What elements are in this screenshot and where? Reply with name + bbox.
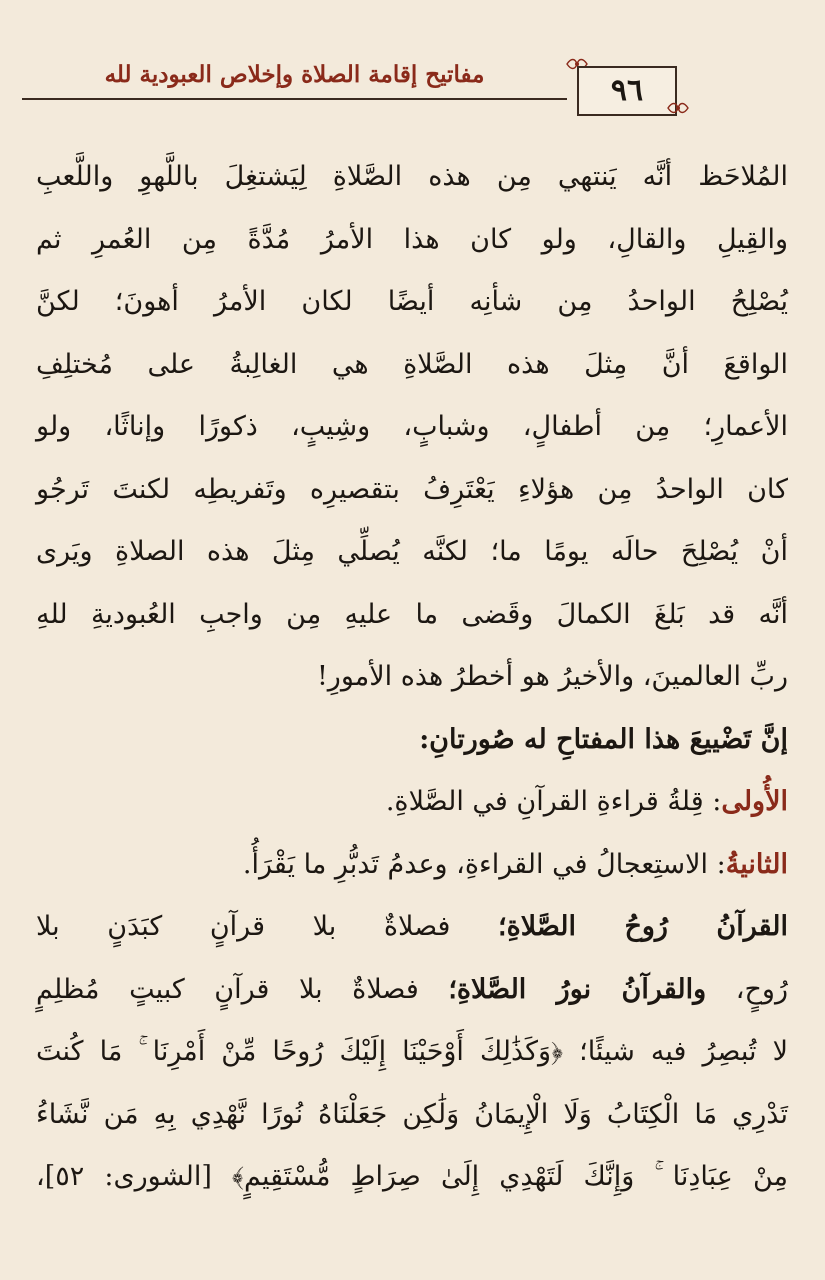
point-text: : الاستِعجالُ في القراءةِ، وعدمُ تَدبُّرِ ما يَقْرَأُ. [242,848,726,880]
text-line: أنَّه قد بَلغَ الكمالَ وقَضى ما عليهِ مِن واجبِ العُبوديةِ للهِ [36,598,788,630]
text-line [36,959,788,1022]
header-rule [22,98,567,100]
quran-verse: مِنْ عِبَادِنَا ۚ وَإِنَّكَ لَتَهْدِي إِلَىٰ صِرَاطٍ مُّسْتَقِيمٍ﴾ [232,1161,789,1192]
point-label: الأُولى [721,786,788,817]
running-title: مفاتيح إقامة الصلاة وإخلاص العبودية لله [104,61,485,88]
text-run: لا تُبصِرُ فيه شيئًا؛ [563,1036,788,1067]
point-second [36,834,788,897]
text-line [36,896,788,959]
text-line: الأعمارِ؛ مِن أطفالٍ، وشبابٍ، وشِيبٍ، ذكورًا وإناثًا، ولو [36,411,788,442]
text-run: فصلاةٌ بلا قرآنٍ كبيتٍ مُظلِمٍ [36,973,449,1005]
text-line: المُلاحَظ أنَّه يَنتهي مِن هذه الصَّلاةِ لِيَشتغِلَ باللَّهوِ واللَّعبِ [36,161,788,192]
text-line: يُصْلِحُ الواحدُ مِن شأنِه أيضًا لكان الأمرُ أهونَ؛ لكنَّ [36,286,788,317]
point-line [36,834,788,897]
section-heading [36,709,788,772]
body-text [36,146,788,1209]
paragraph-3 [36,896,788,1209]
citation: [الشورى: ٥٢]، [36,1161,233,1192]
page-number: ٩٦ [610,73,644,108]
point-label: الثانيةُ [725,848,788,880]
point-line [36,771,788,834]
page-number-box [577,66,677,116]
text-line: ربِّ العالمينَ، والأخيرُ هو أخطرُ هذه الأمورِ! [316,661,788,692]
text-line: والقِيلِ والقالِ، ولو كان هذا الأمرُ مُدَّةً مِن العُمرِ ثم [36,223,788,255]
quran-verse: تَدْرِي مَا الْكِتَابُ وَلَا الْإِيمَانُ وَلَٰكِن جَعَلْنَاهُ نُورًا نَّهْدِي بِهِ مَن نَّشَاءُ [36,1098,788,1130]
floral-ornament-icon [666,100,690,116]
text-line: أنْ يُصْلِحَ حالَه يومًا ما؛ لكنَّه يُصلِّي مِثلَ هذه الصلاةِ ويَرى [36,536,788,567]
quran-verse: ﴿وَكَذَٰلِكَ أَوْحَيْنَا إِلَيْكَ رُوحًا مِّنْ أَمْرِنَا ۚ مَا كُنتَ [36,1036,564,1067]
point-first [36,771,788,834]
text-run: رُوحٍ، [706,973,788,1005]
text-line [36,1021,788,1084]
paragraph-1 [36,146,788,709]
emphasis: والقرآنُ نورُ الصَّلاةِ؛ [448,973,707,1005]
text-line: كان الواحدُ مِن هؤلاءِ يَعْتَرِفُ بتقصيرِه وتَفريطِه لكنتَ تَرجُو [36,473,788,505]
point-text: : قِلةُ قراءةِ القرآنِ في الصَّلاةِ. [385,786,722,817]
heading-text: إنَّ تَضْييعَ هذا المفتاحِ له صُورتانِ: [419,723,788,755]
text-run: فصلاةٌ بلا قرآنٍ كبَدَنٍ بلا [36,911,499,942]
text-line: الواقعَ أنَّ مِثلَ هذه الصَّلاةِ هي الغالِبةُ على مُختلِفِ [36,348,788,380]
text-line [36,1146,788,1209]
emphasis: القرآنُ رُوحُ الصَّلاةِ؛ [498,911,788,942]
